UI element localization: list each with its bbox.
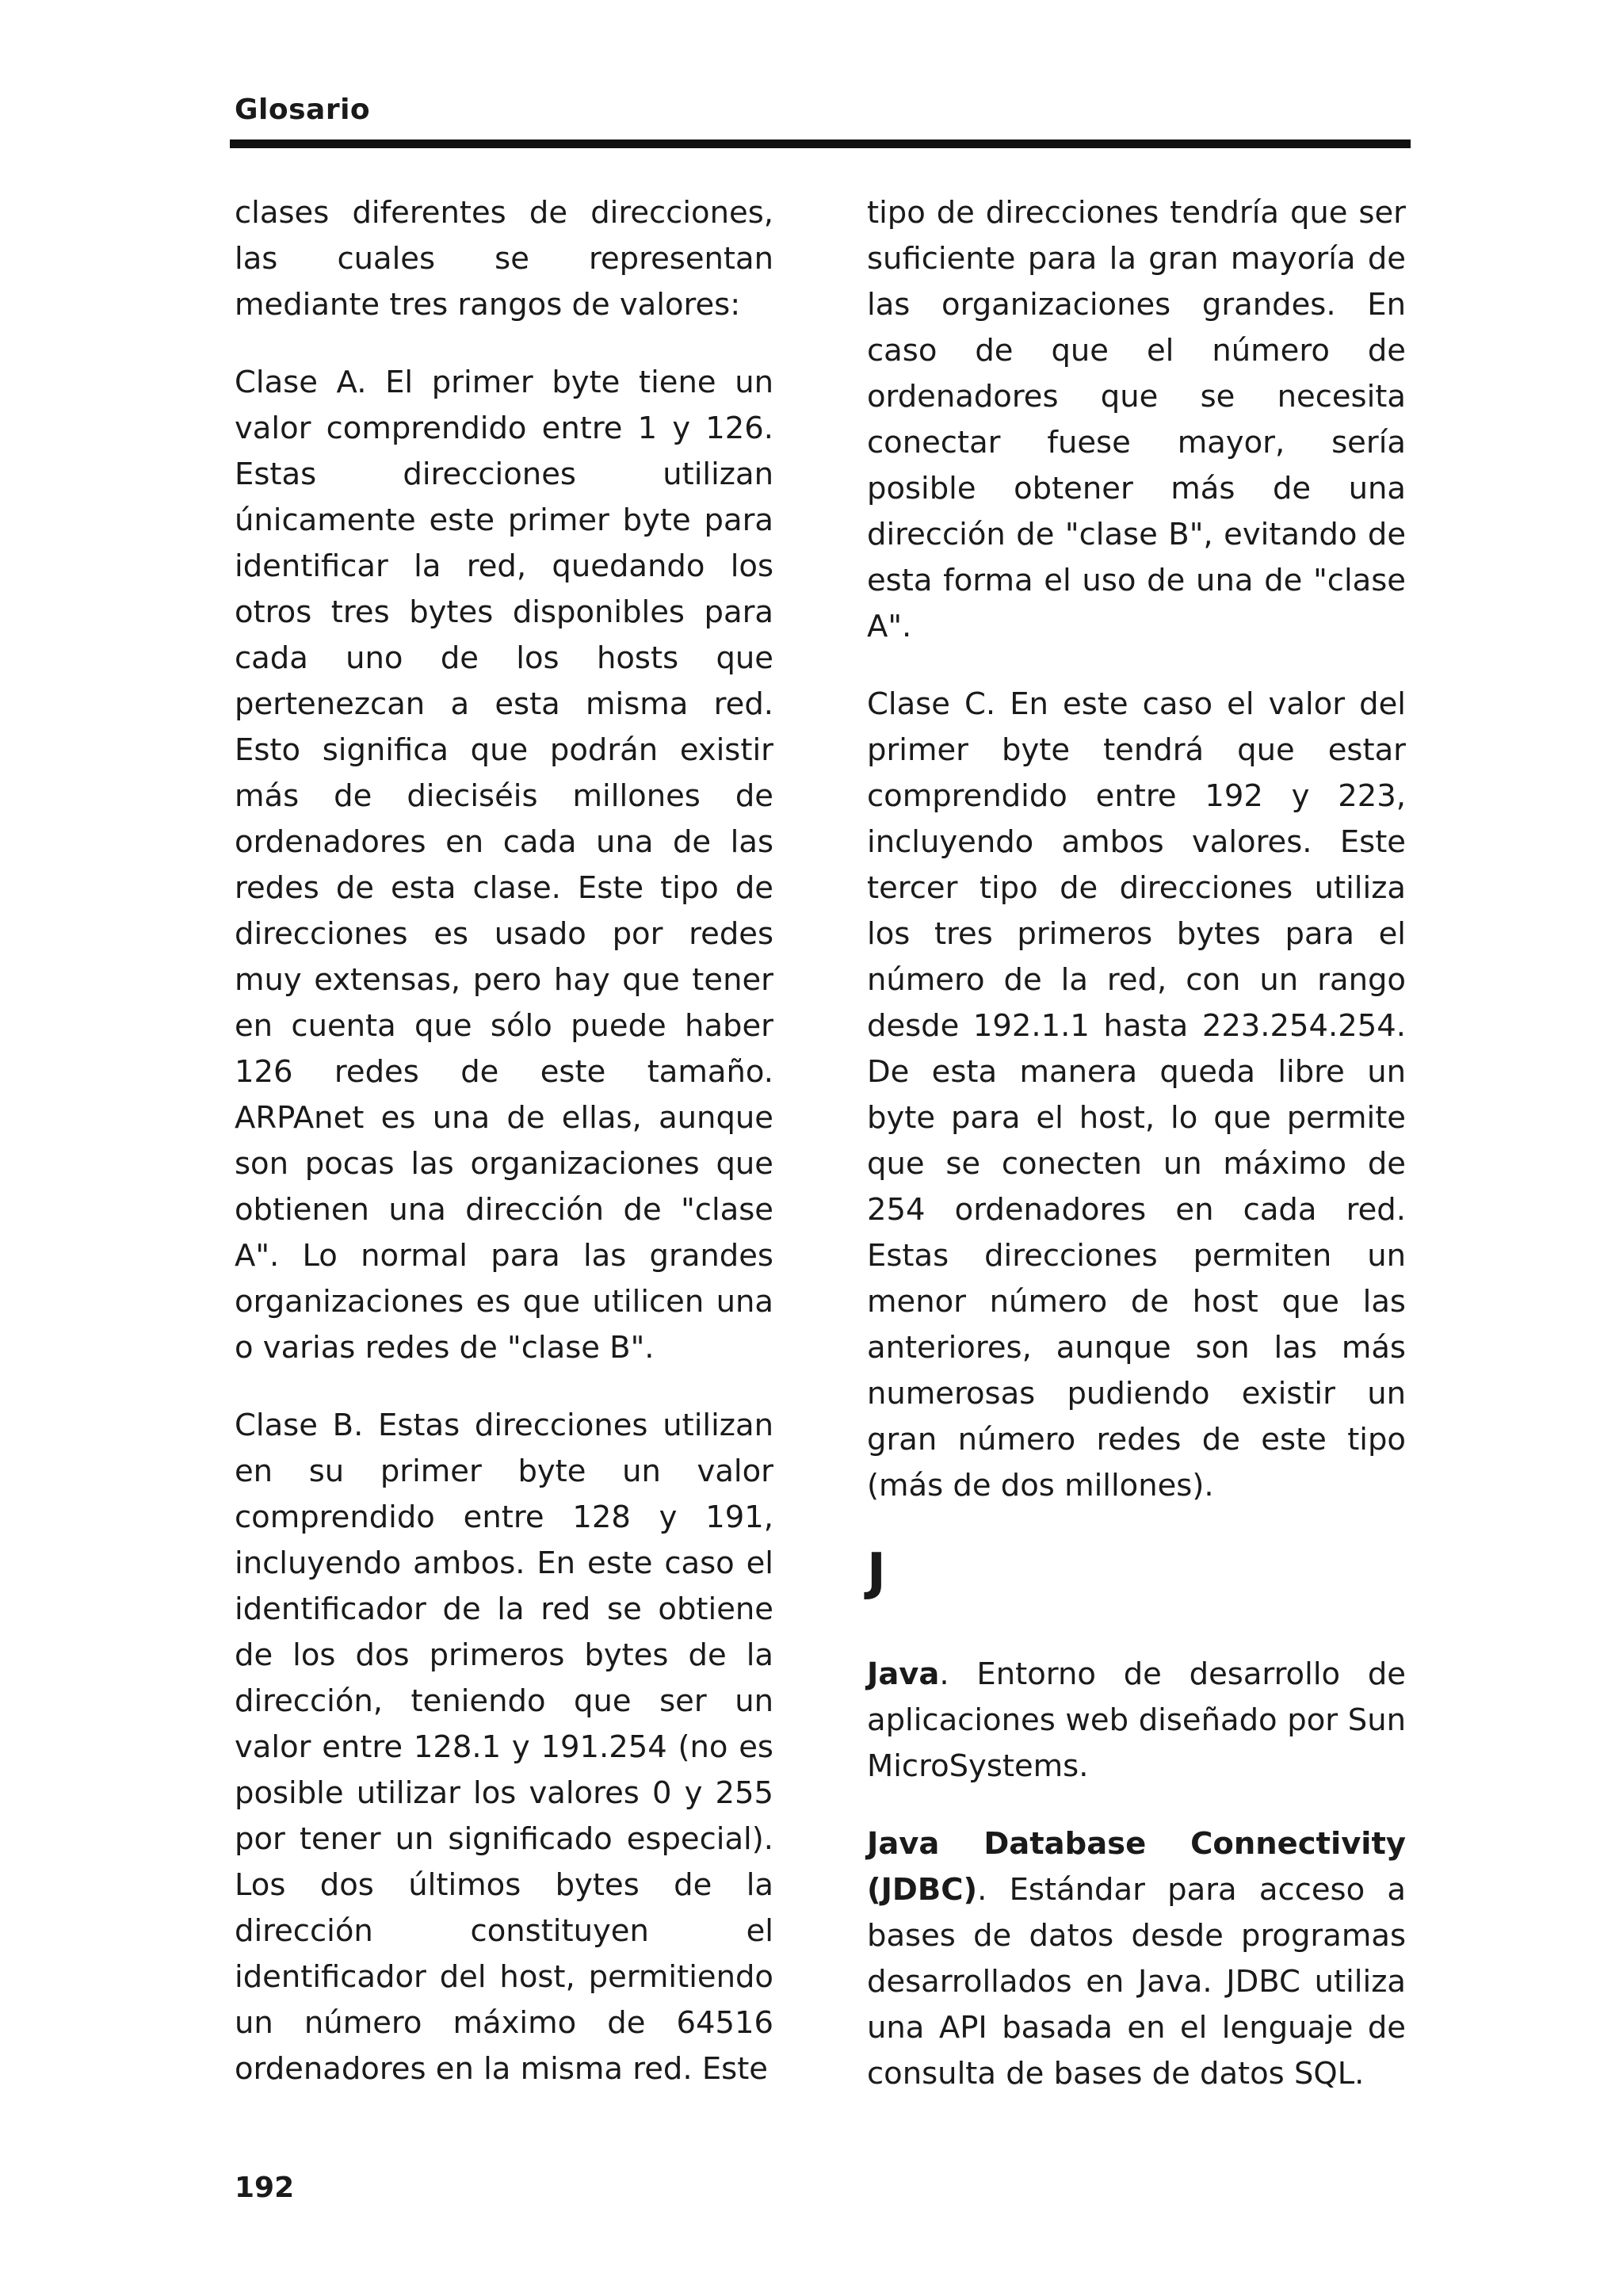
paragraph-clase-c: Clase C. En este caso el valor del primer byte tendrá que estar comprendido entre 192 y 223, incluyendo ambos valores. Este tercer tipo de direcciones utiliza los tres primeros bytes para el número de la red, con un rango desde 192.1.1 hasta 223.254.254. De esta manera queda libre un byte para el host, lo que permite que se conecten un máximo de 254 ordenadores en cada red. Estas direcciones permiten un menor número de host que las anteriores, aunque son las más numerosas pudiendo existir un gran número redes de este tipo (más de dos millones). — [867, 686, 1406, 1503]
right-column — [867, 190, 1406, 2129]
glossary-definition: . Entorno de desarrollo de aplicaciones web diseñado por Sun MicroSystems. — [867, 1656, 1406, 1784]
glossary-term: Java — [867, 1656, 940, 1692]
running-header-title: Glosario — [235, 94, 371, 126]
paragraph-classes-intro: clases diferentes de direcciones, las cuales se representan mediante tres rangos de valores: — [235, 195, 773, 323]
paragraph-clase-b-continued: tipo de direcciones tendría que ser suficiente para la gran mayoría de las organizaciones grandes. En caso de que el número de ordenadores que se necesita conectar fuese mayor, sería posible obtener más de una dirección de "clase B", evitando de esta forma el uso de una de "clase A". — [867, 195, 1406, 644]
paragraph-clase-b: Clase B. Estas direcciones utilizan en su primer byte un valor comprendido entre 128 y 191, incluyendo ambos. En este caso el identificador de la red se obtiene de los dos primeros bytes de la dirección, teniendo que ser un valor entre 128.1 y 191.254 (no es posible utilizar los valores 0 y 255 por tener un significado especial). Los dos últimos bytes de la dirección constituyen el identificador del host, permitiendo un número máximo de 64516 ordenadores en la misma red. Este — [235, 1408, 773, 2087]
glossary-definition: . Estándar para acceso a bases de datos desde programas desarrollados en Java. JDBC utiliza una API basada en el lenguaje de consulta de bases de datos SQL. — [867, 1872, 1406, 2092]
section-letter-heading: J — [867, 1543, 886, 1602]
paragraph-clase-a: Clase A. El primer byte tiene un valor comprendido entre 1 y 126. Estas direcciones utilizan únicamente este primer byte para identificar la red, quedando los otros tres bytes disponibles para cada uno de los hosts que pertenezcan a esta misma red. Esto significa que podrán existir más de dieciséis millones de ordenadores en cada una de las redes de esta clase. Este tipo de direcciones es usado por redes muy extensas, pero hay que tener en cuenta que sólo puede haber 126 redes de este tamaño. ARPAnet es una de ellas, aunque son pocas las organizaciones que obtienen una dirección de "clase A". Lo normal para las grandes organizaciones es que utilicen una o varias redes de "clase B". — [235, 365, 773, 1366]
header-rule — [230, 139, 1411, 148]
glossary-term: Java Database Connectivity (JDBC) — [867, 1826, 1406, 1908]
glossary-entry-jdbc — [867, 1821, 1406, 2097]
left-column — [235, 190, 773, 2124]
glossary-entry-java — [867, 1652, 1406, 1790]
page-number: 192 — [235, 2172, 295, 2204]
